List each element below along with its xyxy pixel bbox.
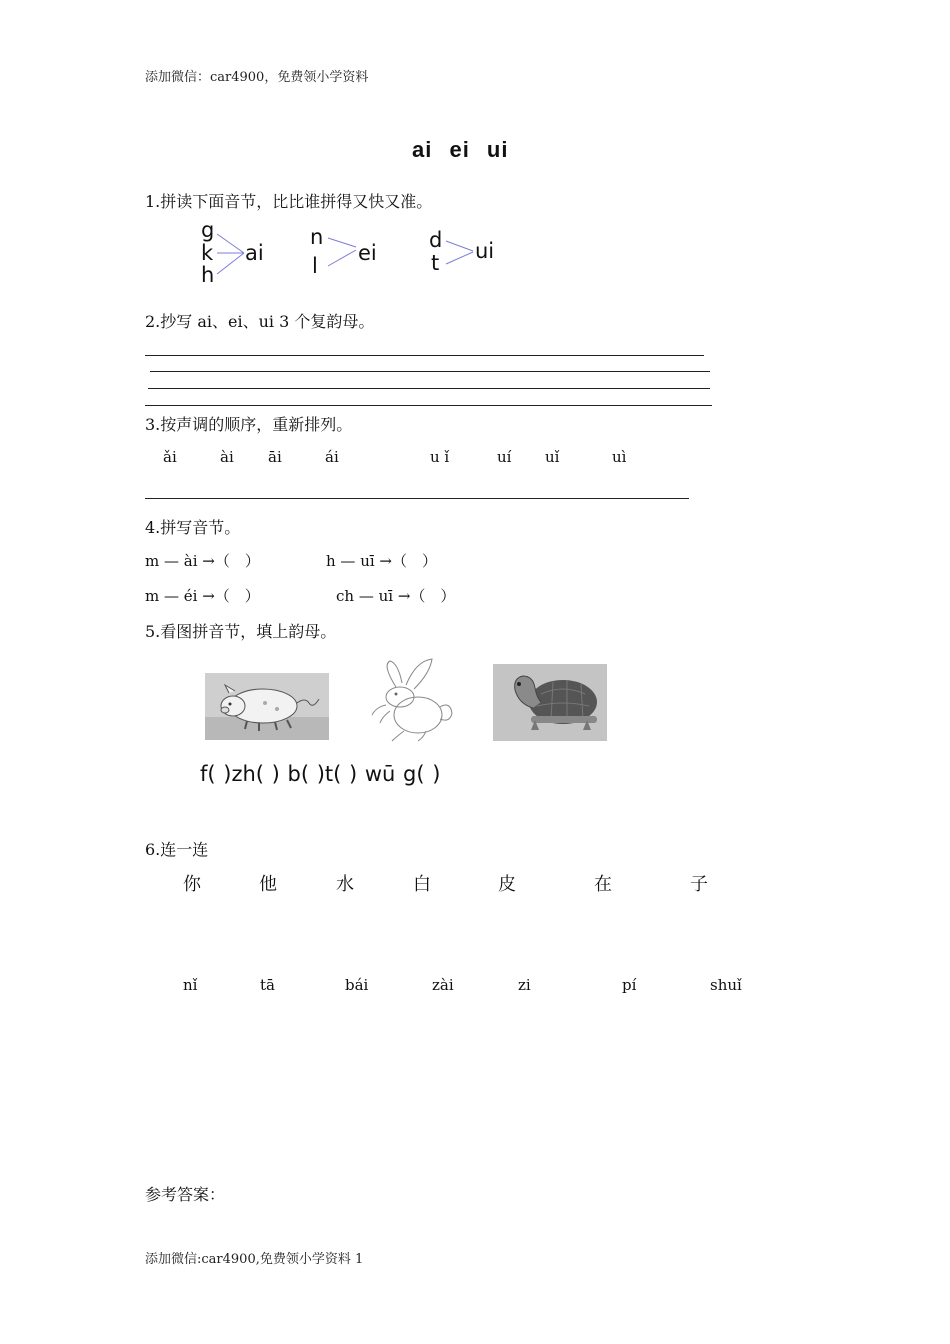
pinyin-item: pí — [622, 976, 637, 994]
pinyin-item: tā — [260, 976, 275, 994]
pinyin-item: shuǐ — [710, 976, 742, 994]
spelling-row: h — uī →（ ） — [326, 552, 437, 570]
writing-line — [148, 388, 710, 389]
tone-item: uì — [612, 448, 627, 466]
initial-l: l — [312, 254, 318, 278]
initial-n: n — [310, 225, 324, 249]
pinyin-item: zi — [518, 976, 531, 994]
header-note: 添加微信：car4900，免费领小学资料 — [145, 70, 369, 85]
question-5: 5.看图拼音节，填上韵母。 — [145, 622, 337, 641]
tone-item: āi — [268, 448, 282, 466]
tone-item: uí — [497, 448, 512, 466]
final-ui: ui — [475, 239, 495, 263]
page-title: ai ei ui — [412, 137, 509, 162]
tone-item: uǐ — [545, 448, 560, 466]
hanzi-item: 水 — [336, 874, 354, 895]
spelling-row: ch — uī →（ ） — [336, 587, 456, 605]
rabbit-picture — [352, 657, 462, 743]
fill-in-finals: f( )zh( ) b( )t( ) wū g( ) — [200, 762, 441, 786]
question-6: 6.连一连 — [145, 840, 209, 859]
pinyin-item: zài — [432, 976, 454, 994]
question-4: 4.拼写音节。 — [145, 518, 241, 537]
initial-h: h — [201, 263, 215, 286]
final-ai: ai — [245, 241, 264, 265]
question-3: 3.按声调的顺序，重新排列。 — [145, 415, 353, 434]
final-ei: ei — [358, 241, 377, 265]
writing-line — [150, 371, 710, 372]
initial-k: k — [201, 241, 214, 265]
question-2: 2.抄写 ai、ei、ui 3 个复韵母。 — [145, 312, 375, 331]
hanzi-item: 他 — [259, 874, 277, 895]
spelling-row: m — éi →（ ） — [145, 587, 260, 605]
pig-picture — [205, 673, 329, 740]
pinyin-spelling-diagram — [195, 220, 515, 286]
initial-d: d — [429, 228, 443, 252]
spelling-row: m — ài →（ ） — [145, 552, 260, 570]
hanzi-item: 白 — [413, 874, 431, 895]
question-1: 1.拼读下面音节，比比谁拼得又快又准。 — [145, 192, 433, 211]
writing-line — [145, 405, 712, 406]
tone-item: ǎi — [163, 448, 177, 466]
hanzi-item: 子 — [690, 874, 708, 895]
initial-t: t — [431, 251, 440, 275]
writing-line — [145, 355, 704, 356]
turtle-picture — [493, 664, 607, 741]
hanzi-item: 你 — [183, 874, 201, 895]
answer-line — [145, 498, 689, 499]
tone-item: ái — [325, 448, 339, 466]
initial-g: g — [201, 220, 215, 242]
pinyin-item: nǐ — [183, 976, 198, 994]
tone-item: u ǐ — [430, 448, 450, 466]
tone-item: ài — [220, 448, 234, 466]
hanzi-item: 在 — [594, 874, 612, 895]
answer-label: 参考答案： — [145, 1185, 226, 1204]
footer-note: 添加微信:car4900,免费领小学资料 1 — [145, 1252, 364, 1267]
hanzi-item: 皮 — [498, 874, 516, 895]
pinyin-item: bái — [345, 976, 369, 994]
